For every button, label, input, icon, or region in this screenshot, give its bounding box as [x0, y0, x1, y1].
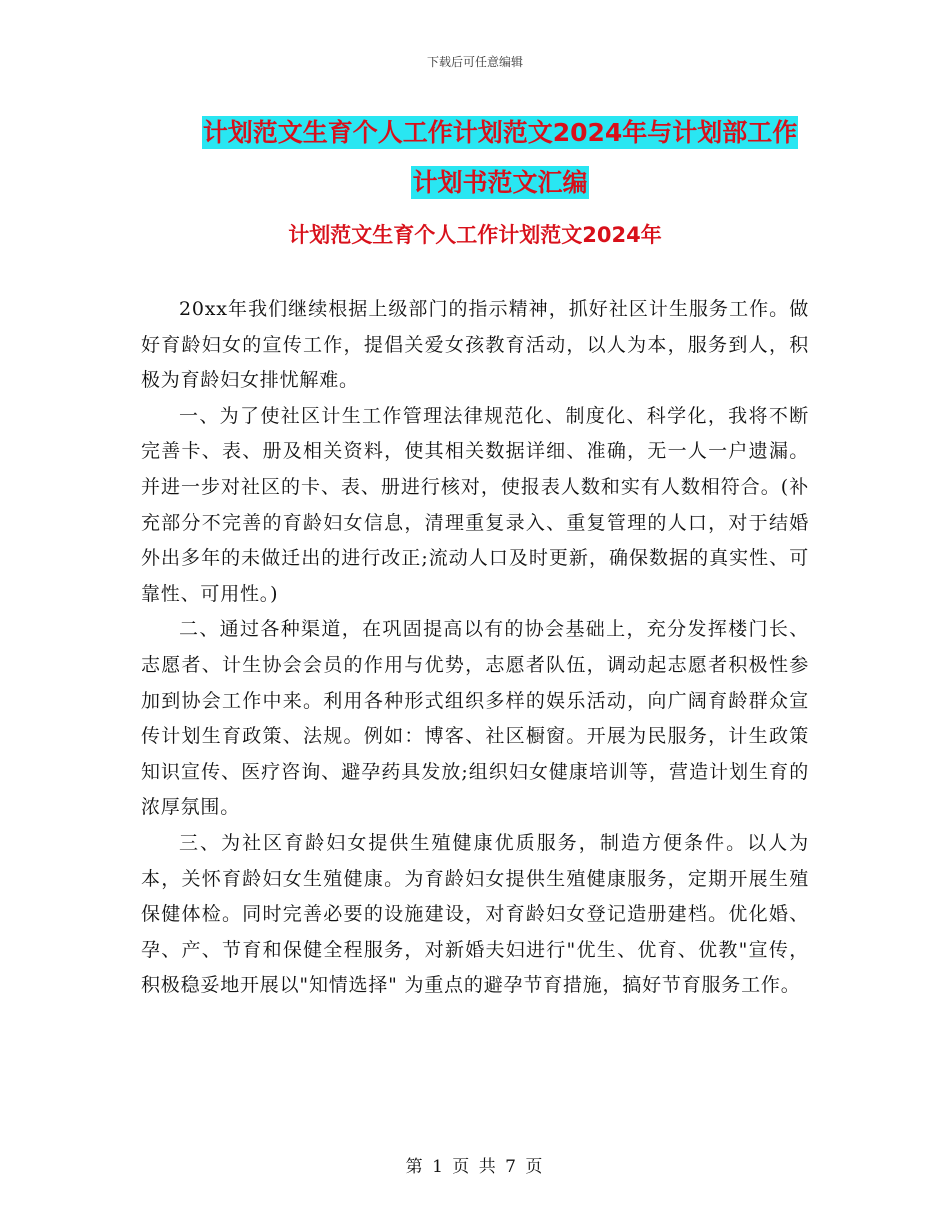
- paragraph: 20xx年我们继续根据上级部门的指示精神，抓好社区计生服务工作。做好育龄妇女的宣传工作，提倡关爱女孩教育活动，以人为本，服务到人，积极为育龄妇女排忧解难。: [141, 298, 809, 392]
- paragraph: 三、为社区育龄妇女提供生殖健康优质服务，制造方便条件。以人为本，关怀育龄妇女生殖健康。为育龄妇女提供生殖健康服务，定期开展生殖保健体检。同时完善必要的设施建设，对育龄妇女登记造册建档。优化婚、孕、产、节育和保健全程服务，对新婚夫妇进行"优生、优育、优教"宣传，积极稳妥地开展以"知情选择" 为重点的避孕节育措施，搞好节育服务工作。: [141, 831, 809, 997]
- document-title: [120, 108, 880, 208]
- page-number: 第 1 页 共 7 页: [405, 1157, 545, 1177]
- document-body: [141, 292, 809, 1004]
- header-note: 下载后可任意编辑: [426, 55, 523, 69]
- paragraph: 二、通过各种渠道，在巩固提高以有的协会基础上，充分发挥楼门长、志愿者、计生协会会员的作用与优势，志愿者队伍，调动起志愿者积极性参加到协会工作中来。利用各种形式组织多样的娱乐活动，向广阔育龄群众宣传计划生育政策、法规。例如：博客、社区橱窗。开展为民服务，计生政策知识宣传、医疗咨询、避孕药具发放;组织妇女健康培训等，营造计划生育的浓厚氛围。: [141, 618, 809, 819]
- document-title-line-1: 计划范文生育个人工作计划范文2024年与计划部工作: [202, 118, 798, 147]
- paragraph: 一、为了使社区计生工作管理法律规范化、制度化、科学化，我将不断完善卡、表、册及相关资料，使其相关数据详细、准确，无一人一户遗漏。并进一步对社区的卡、表、册进行核对，使报表人数和实有人数相符合。(补充部分不完善的育龄妇女信息，清理重复录入、重复管理的人口，对于结婚外出多年的未做迁出的进行改正;流动人口及时更新，确保数据的真实性、可靠性、可用性。): [141, 404, 809, 605]
- section-title: 计划范文生育个人工作计划范文2024年: [288, 223, 662, 247]
- document-title-line-2: 计划书范文汇编: [412, 168, 588, 197]
